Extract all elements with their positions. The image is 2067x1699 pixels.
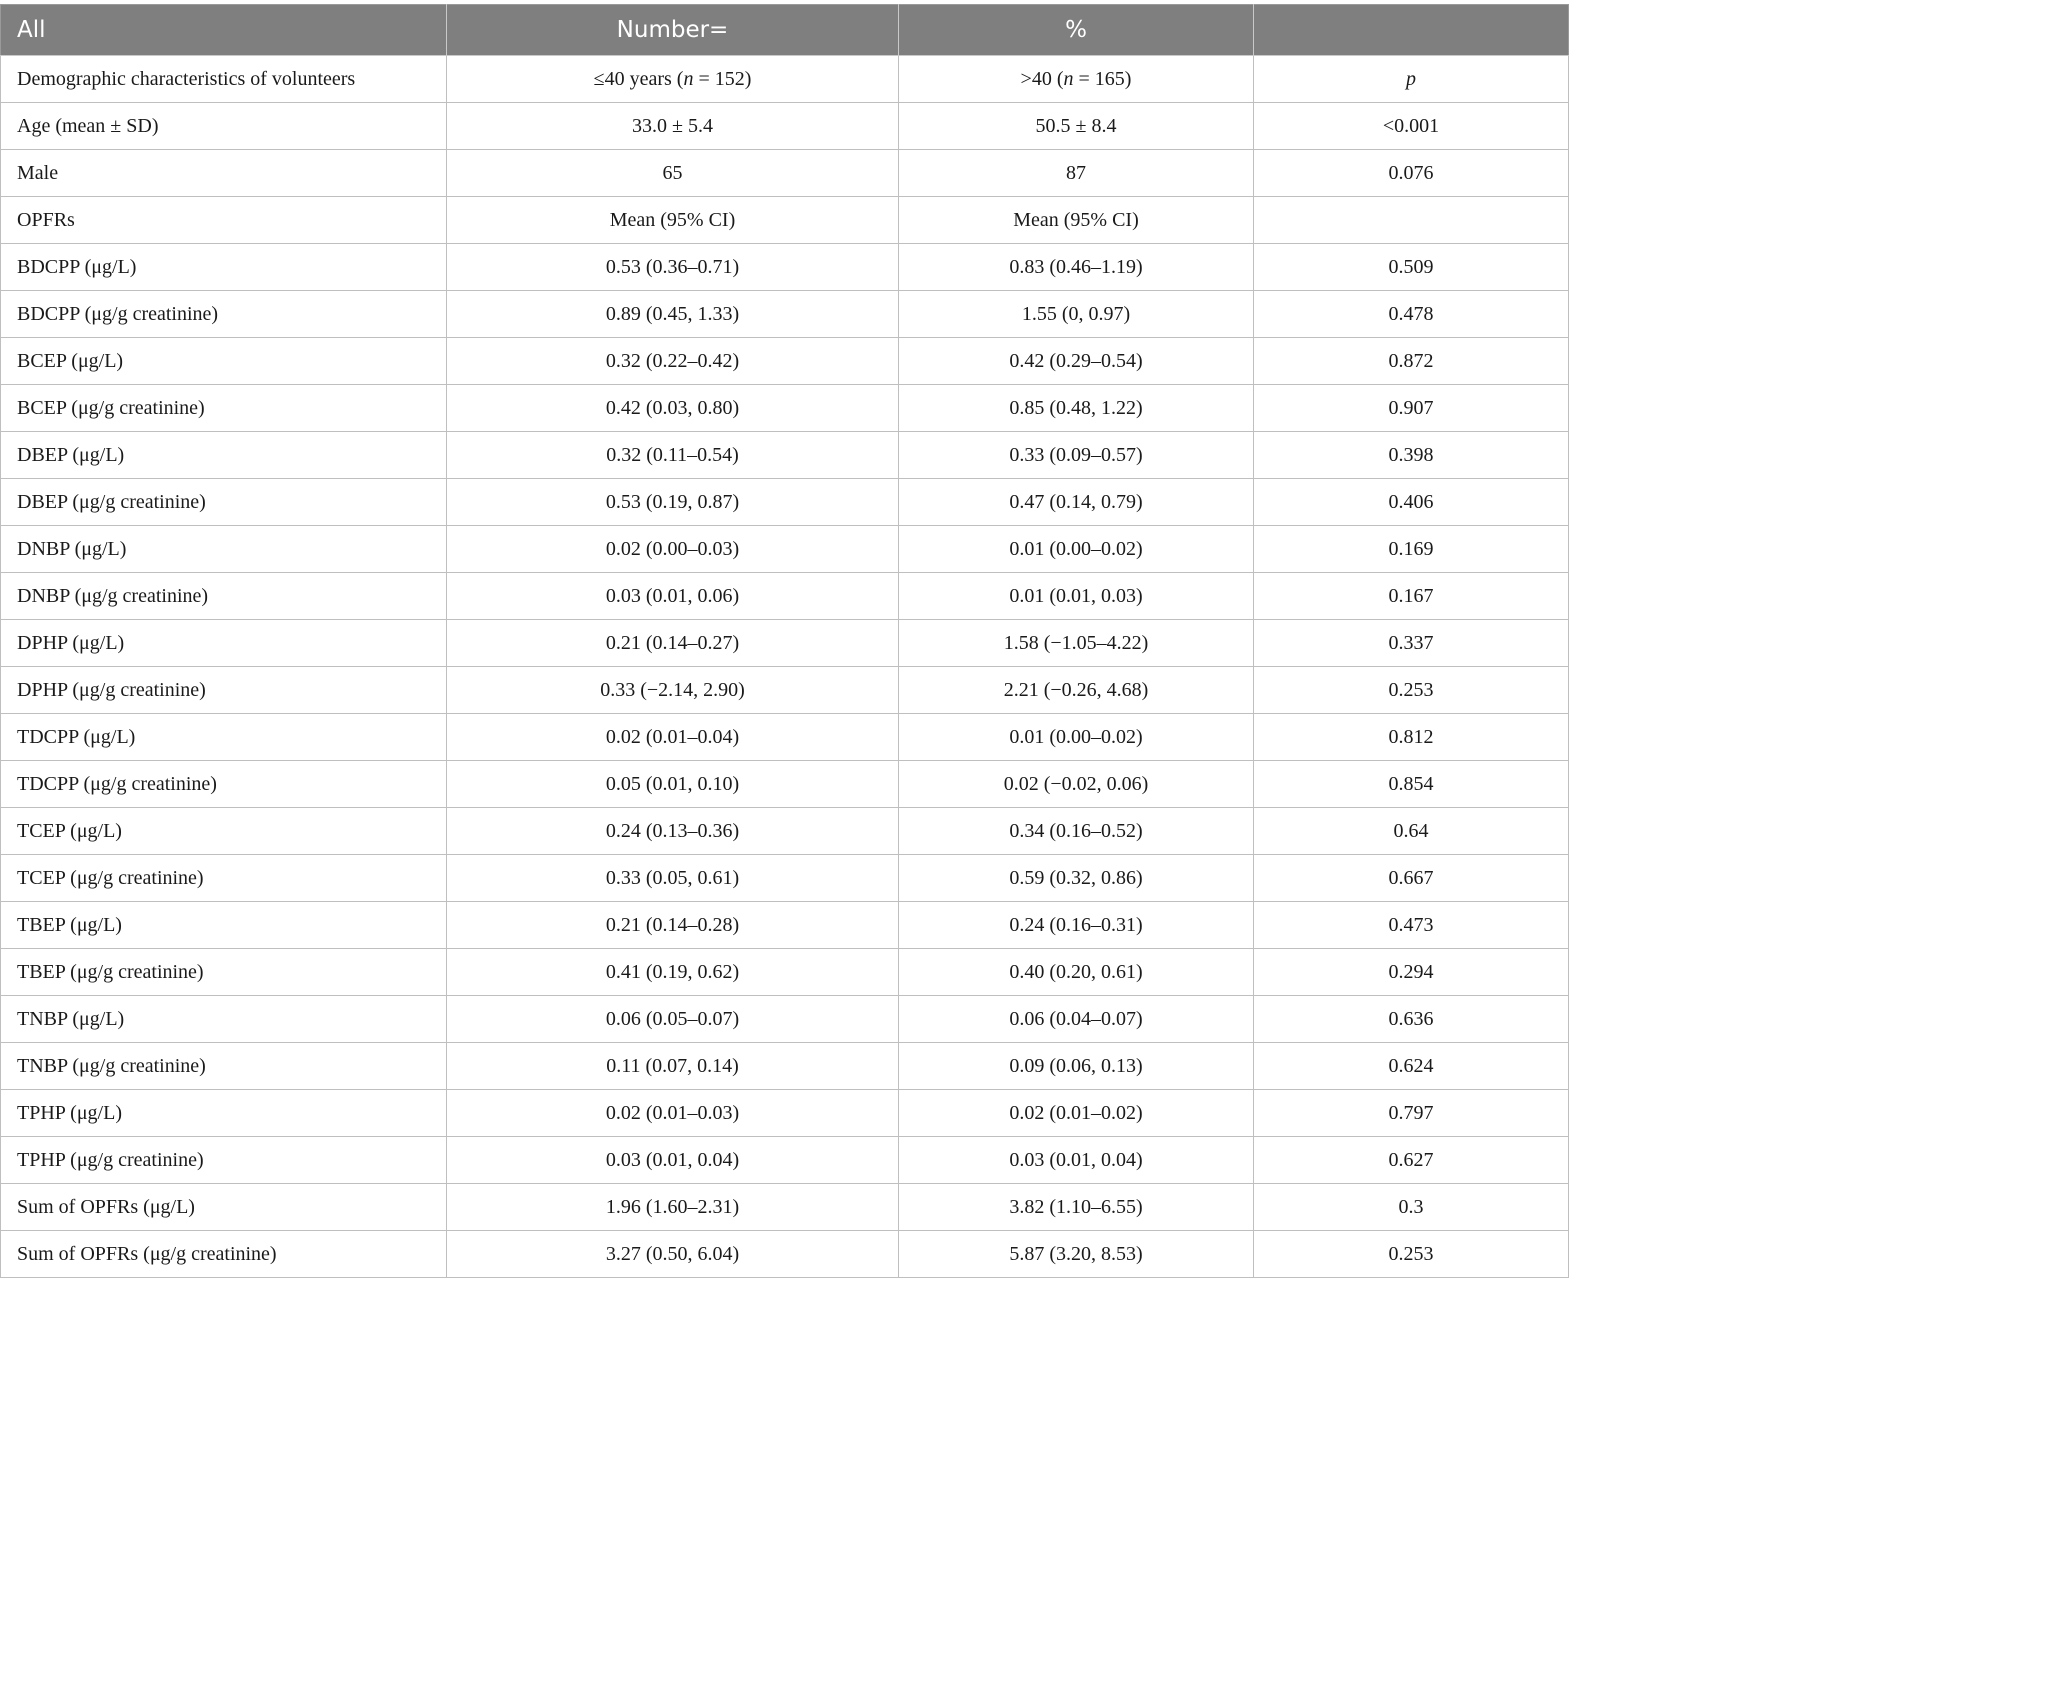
row-p-cell: 0.167 [1254, 573, 1569, 620]
row-group1-cell: 1.96 (1.60–2.31) [447, 1184, 899, 1231]
row-p-cell: 0.076 [1254, 150, 1569, 197]
row-group2-cell: 0.40 (0.20, 0.61) [899, 949, 1254, 996]
table-row [1, 667, 1569, 714]
row-group2-cell: 0.47 (0.14, 0.79) [899, 479, 1254, 526]
row-p-cell: 0.398 [1254, 432, 1569, 479]
row-p-cell: 0.3 [1254, 1184, 1569, 1231]
row-group1-cell: 0.53 (0.36–0.71) [447, 244, 899, 291]
row-label-cell: DPHP (μg/L) [1, 620, 447, 667]
header-cell-empty [1254, 5, 1569, 56]
row-label-cell: BCEP (μg/g creatinine) [1, 385, 447, 432]
row-group2-cell: 3.82 (1.10–6.55) [899, 1184, 1254, 1231]
row-group1-cell: Mean (95% CI) [447, 197, 899, 244]
row-group2-cell: 1.55 (0, 0.97) [899, 291, 1254, 338]
row-group1-cell: 33.0 ± 5.4 [447, 103, 899, 150]
demographics-row [1, 56, 1569, 103]
table-row [1, 1137, 1569, 1184]
row-group2-cell: 0.03 (0.01, 0.04) [899, 1137, 1254, 1184]
row-group1-cell: 0.32 (0.11–0.54) [447, 432, 899, 479]
row-label-cell: Sum of OPFRs (μg/L) [1, 1184, 447, 1231]
row-label-cell: Age (mean ± SD) [1, 103, 447, 150]
row-group2-cell: 0.02 (−0.02, 0.06) [899, 761, 1254, 808]
row-label-cell: DNBP (μg/g creatinine) [1, 573, 447, 620]
row-label-cell: TBEP (μg/L) [1, 902, 447, 949]
row-group2-cell: 0.02 (0.01–0.02) [899, 1090, 1254, 1137]
table-header [1, 5, 1569, 56]
row-p-cell [1254, 197, 1569, 244]
row-group2-cell: 50.5 ± 8.4 [899, 103, 1254, 150]
demographics-group2 [899, 56, 1254, 103]
demographics-p: p [1254, 56, 1569, 103]
row-p-cell: 0.337 [1254, 620, 1569, 667]
demographics-group1 [447, 56, 899, 103]
row-p-cell: 0.627 [1254, 1137, 1569, 1184]
row-group2-cell: 0.01 (0.00–0.02) [899, 714, 1254, 761]
table-row [1, 197, 1569, 244]
row-group1-cell: 0.02 (0.01–0.03) [447, 1090, 899, 1137]
row-group1-cell: 0.42 (0.03, 0.80) [447, 385, 899, 432]
row-group1-cell: 0.02 (0.01–0.04) [447, 714, 899, 761]
row-label-cell: TDCPP (μg/g creatinine) [1, 761, 447, 808]
row-label-cell: TPHP (μg/g creatinine) [1, 1137, 447, 1184]
table-row [1, 573, 1569, 620]
header-cell-all: All [1, 5, 447, 56]
row-group1-cell: 0.89 (0.45, 1.33) [447, 291, 899, 338]
row-p-cell: <0.001 [1254, 103, 1569, 150]
row-group2-cell: 0.01 (0.00–0.02) [899, 526, 1254, 573]
group1-n: n [683, 67, 694, 90]
table-row [1, 338, 1569, 385]
row-group1-cell: 0.05 (0.01, 0.10) [447, 761, 899, 808]
row-group2-cell: 0.42 (0.29–0.54) [899, 338, 1254, 385]
row-label-cell: TCEP (μg/L) [1, 808, 447, 855]
row-label-cell: TDCPP (μg/L) [1, 714, 447, 761]
row-p-cell: 0.169 [1254, 526, 1569, 573]
row-group1-cell: 0.21 (0.14–0.27) [447, 620, 899, 667]
row-group2-cell: 0.34 (0.16–0.52) [899, 808, 1254, 855]
table-row [1, 949, 1569, 996]
row-p-cell: 0.797 [1254, 1090, 1569, 1137]
row-p-cell: 0.872 [1254, 338, 1569, 385]
table-row [1, 808, 1569, 855]
row-group2-cell: 0.59 (0.32, 0.86) [899, 855, 1254, 902]
row-group2-cell: 0.85 (0.48, 1.22) [899, 385, 1254, 432]
row-group1-cell: 0.53 (0.19, 0.87) [447, 479, 899, 526]
row-label-cell: TNBP (μg/L) [1, 996, 447, 1043]
table-row [1, 432, 1569, 479]
row-group1-cell: 0.02 (0.00–0.03) [447, 526, 899, 573]
row-group2-cell: 0.09 (0.06, 0.13) [899, 1043, 1254, 1090]
row-group2-cell: 0.83 (0.46–1.19) [899, 244, 1254, 291]
row-group2-cell: 2.21 (−0.26, 4.68) [899, 667, 1254, 714]
row-group2-cell: 1.58 (−1.05–4.22) [899, 620, 1254, 667]
row-p-cell: 0.667 [1254, 855, 1569, 902]
header-row [1, 5, 1569, 56]
table-row [1, 1043, 1569, 1090]
row-label-cell: DBEP (μg/g creatinine) [1, 479, 447, 526]
table-row [1, 902, 1569, 949]
row-label-cell: BDCPP (μg/L) [1, 244, 447, 291]
row-group2-cell: 5.87 (3.20, 8.53) [899, 1231, 1254, 1278]
row-p-cell: 0.509 [1254, 244, 1569, 291]
demographics-label: Demographic characteristics of volunteers [1, 56, 447, 103]
row-p-cell: 0.64 [1254, 808, 1569, 855]
row-label-cell: TPHP (μg/L) [1, 1090, 447, 1137]
group1-suffix: = 152) [693, 67, 752, 90]
table-row [1, 526, 1569, 573]
row-p-cell: 0.854 [1254, 761, 1569, 808]
table-row [1, 620, 1569, 667]
table-row [1, 150, 1569, 197]
table-row [1, 479, 1569, 526]
group2-n: n [1063, 67, 1074, 90]
row-group2-cell: 87 [899, 150, 1254, 197]
table-row [1, 1231, 1569, 1278]
table-row [1, 103, 1569, 150]
row-p-cell: 0.636 [1254, 996, 1569, 1043]
row-p-cell: 0.294 [1254, 949, 1569, 996]
row-group1-cell: 0.33 (0.05, 0.61) [447, 855, 899, 902]
table-row [1, 1184, 1569, 1231]
row-label-cell: TBEP (μg/g creatinine) [1, 949, 447, 996]
header-cell-percent: % [899, 5, 1254, 56]
row-group1-cell: 0.11 (0.07, 0.14) [447, 1043, 899, 1090]
row-label-cell: Sum of OPFRs (μg/g creatinine) [1, 1231, 447, 1278]
row-p-cell: 0.812 [1254, 714, 1569, 761]
row-label-cell: Male [1, 150, 447, 197]
row-p-cell: 0.406 [1254, 479, 1569, 526]
row-group1-cell: 0.03 (0.01, 0.06) [447, 573, 899, 620]
table-row [1, 291, 1569, 338]
row-label-cell: OPFRs [1, 197, 447, 244]
row-group2-cell: 0.06 (0.04–0.07) [899, 996, 1254, 1043]
row-group1-cell: 0.03 (0.01, 0.04) [447, 1137, 899, 1184]
row-label-cell: BCEP (μg/L) [1, 338, 447, 385]
group2-prefix: >40 ( [1020, 67, 1064, 90]
row-group2-cell: 0.24 (0.16–0.31) [899, 902, 1254, 949]
row-p-cell: 0.624 [1254, 1043, 1569, 1090]
group2-suffix: = 165) [1073, 67, 1132, 90]
row-group2-cell: Mean (95% CI) [899, 197, 1254, 244]
row-group1-cell: 0.24 (0.13–0.36) [447, 808, 899, 855]
row-label-cell: DPHP (μg/g creatinine) [1, 667, 447, 714]
row-p-cell: 0.478 [1254, 291, 1569, 338]
row-group1-cell: 0.33 (−2.14, 2.90) [447, 667, 899, 714]
data-table [0, 4, 1569, 1278]
row-p-cell: 0.907 [1254, 385, 1569, 432]
table-row [1, 385, 1569, 432]
row-group1-cell: 0.06 (0.05–0.07) [447, 996, 899, 1043]
row-group1-cell: 0.32 (0.22–0.42) [447, 338, 899, 385]
group1-prefix: ≤40 years ( [593, 67, 684, 90]
row-label-cell: DNBP (μg/L) [1, 526, 447, 573]
row-p-cell: 0.253 [1254, 1231, 1569, 1278]
table-row [1, 855, 1569, 902]
table-row [1, 761, 1569, 808]
row-group1-cell: 0.41 (0.19, 0.62) [447, 949, 899, 996]
table-row [1, 996, 1569, 1043]
table-row [1, 244, 1569, 291]
table-row [1, 714, 1569, 761]
table-body [1, 56, 1569, 1278]
row-group1-cell: 3.27 (0.50, 6.04) [447, 1231, 899, 1278]
data-table-container [0, 4, 1568, 1278]
table-row [1, 1090, 1569, 1137]
row-label-cell: TNBP (μg/g creatinine) [1, 1043, 447, 1090]
row-group1-cell: 0.21 (0.14–0.28) [447, 902, 899, 949]
row-group2-cell: 0.01 (0.01, 0.03) [899, 573, 1254, 620]
row-group1-cell: 65 [447, 150, 899, 197]
row-p-cell: 0.253 [1254, 667, 1569, 714]
row-group2-cell: 0.33 (0.09–0.57) [899, 432, 1254, 479]
row-label-cell: TCEP (μg/g creatinine) [1, 855, 447, 902]
row-label-cell: DBEP (μg/L) [1, 432, 447, 479]
row-label-cell: BDCPP (μg/g creatinine) [1, 291, 447, 338]
header-cell-number: Number= [447, 5, 899, 56]
row-p-cell: 0.473 [1254, 902, 1569, 949]
